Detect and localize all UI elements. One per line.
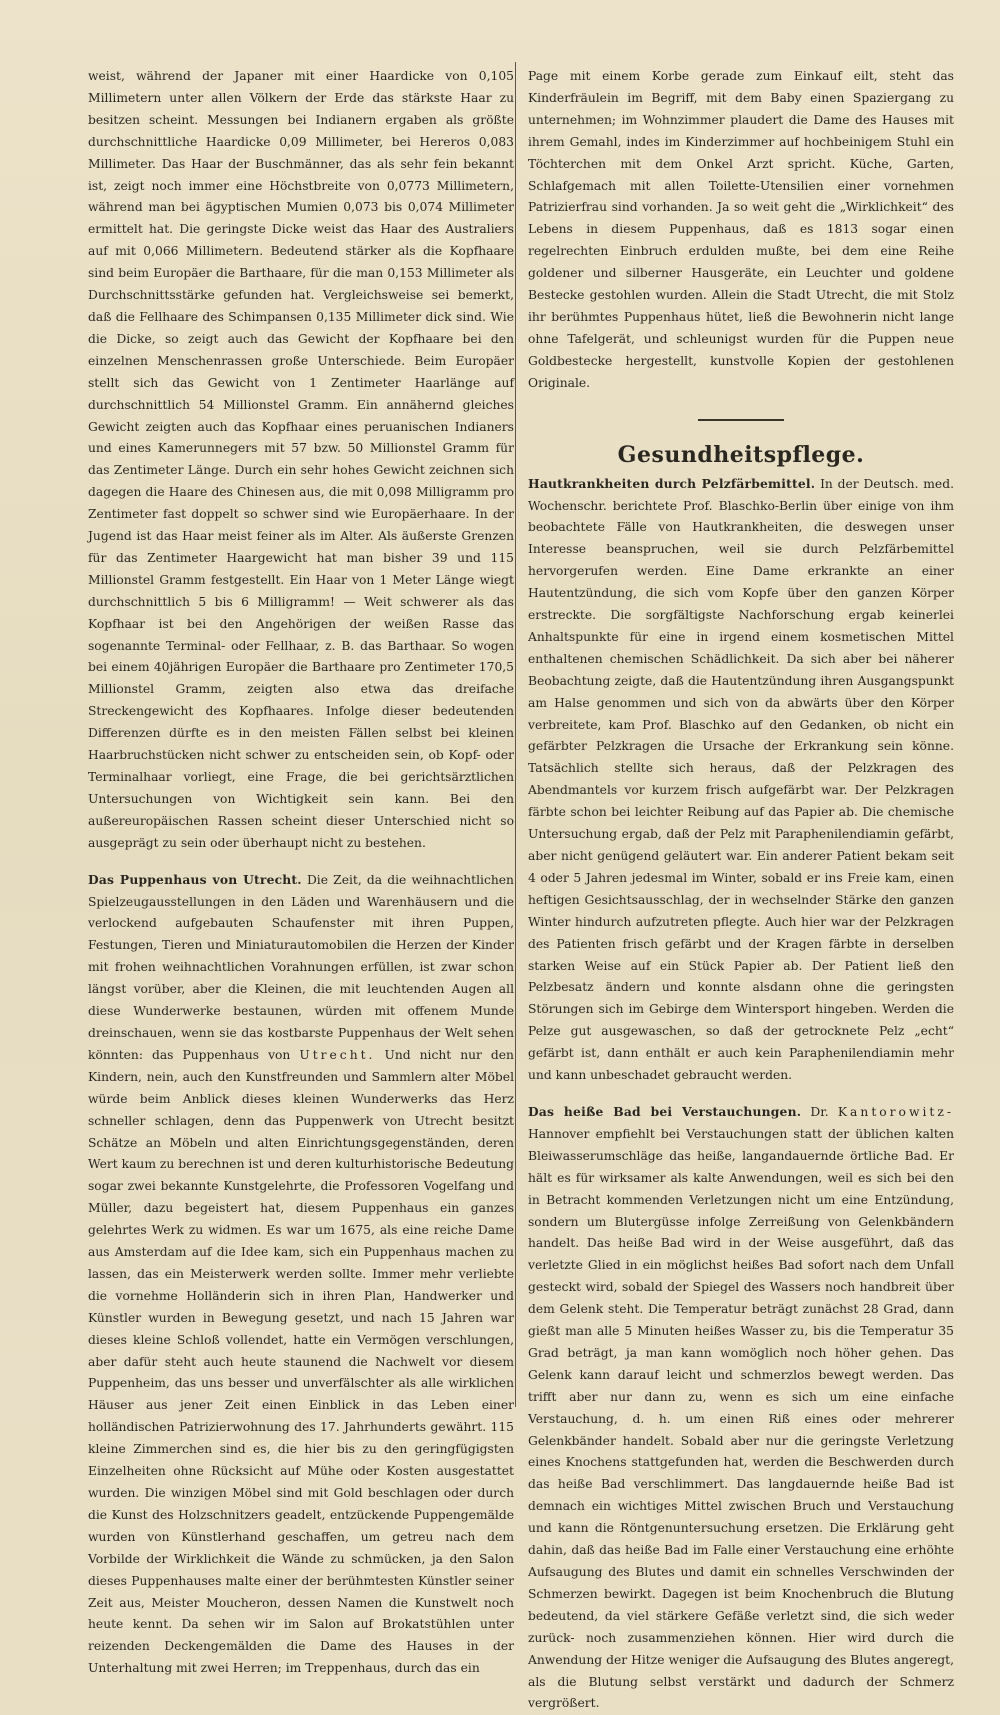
article-puppenhaus-heading: Das Puppenhaus von Utrecht. (88, 871, 302, 887)
article-heisses-bad-heading: Das heiße Bad bei Verstauchungen. (528, 1103, 802, 1119)
article-hair-continued: weist, während der Japaner mit einer Haardicke von 0,105 Millimetern unter allen Völkern der Erde das stärkste Haar zu besitzen scheint. Messungen bei Indianern ergaben als größte durchschnittliche Haardicke 0,09 Millimeter, bei Hereros 0,083 Millimeter. Das Haar der Buschmänner, das als sehr fein bekannt ist, zeigt noch immer eine Höchstbreite von 0,0773 Millimetern, während man bei ägyptischen Mumien 0,073 bis 0,074 Millimeter ermittelt hat. Die geringste Dicke weist das Haar des Australiers auf mit 0,066 Millimetern. Bedeutend stärker als die Kopfhaare sind beim Europäer die Barthaare, für die man 0,153 Millimeter als Durchschnittsstärke gefunden hat. Vergleichsweise sei bemerkt, daß die Fellhaare des Schimpansen 0,135 Millimeter dick sind. Wie die Dicke, so zeigt auch das Gewicht der Kopfhaare bei den einzelnen Menschenrassen große Unterschiede. Beim Europäer stellt sich das Gewicht von 1 Zentimeter Haarlänge auf durchschnittlich 54 Millionstel Gramm. Ein annähernd gleiches Gewicht zeigten auch das Kopfhaar eines peruanischen Indianers und eines Kamerunnegers mit 57 bzw. 50 Millionstel Gramm für das Zentimeter Länge. Durch ein sehr hohes Gewicht zeichnen sich dagegen die Haare des Chinesen aus, die mit 0,098 Milligramm pro Zentimeter fast doppelt so schwer sind wie Europäerhaare. In der Jugend ist das Haar meist feiner als im Alter. Als äußerste Grenzen für das Zentimeter Haargewicht hat man bisher 39 und 115 Millionstel Gramm festgestellt. Ein Haar von 1 Meter Länge wiegt durchschnittlich 5 bis 6 Milligramm! — Weit schwerer als das Kopfhaar ist bei den Angehörigen der weißen Rasse das sogenannte Terminal- oder Fellhaar, z. B. das Barthaar. So wogen bei einem 40jährigen Europäer die Barthaare pro Zentimeter 170,5 Millionstel Gramm, zeigten also etwa das dreifache Streckengewicht des Kopfhaares. Infolge dieser bedeutenden Differenzen dürfte es in den meisten Fällen selbst bei kleinen Haarbruchstücken nicht schwer zu entscheiden sein, ob Kopf- oder Terminalhaar vorliegt, eine Frage, die bei gerichtsärztlichen Untersuchungen von Wichtigkeit sein kann. Bei den außereuropäischen Rassen scheint dieser Unterschied nicht so ausgeprägt zu sein oder überhaupt nicht zu bestehen. (88, 69, 514, 850)
article-puppenhaus-continued: Page mit einem Korbe gerade zum Einkauf eilt, steht das Kinderfräulein im Begriff, mit dem Baby einen Spaziergang zu unternehmen; im Wohnzimmer plaudert die Dame des Hauses mit ihrem Gemahl, indes im Kinderzimmer auf hochbeinigem Stuhl ein Töchterchen mit dem Onkel Arzt spricht. Küche, Garten, Schlafgemach mit allen Toilette-Utensilien einer vornehmen Patrizierfrau sind vorhanden. Ja so weit geht die „Wirklichkeit“ des Lebens in diesem Puppenhaus, daß es 1813 sogar einen regelrechten Einbruch erdulden mußte, bei dem eine Reihe goldener und silberner Hausgeräte, ein Leuchter und goldene Bestecke gestohlen wurden. Allein die Stadt Utrecht, die mit Stolz ihr berühmtes Puppenhaus hütet, ließ die Bewohnerin nicht lange ohne Tafelgerät, und schleunigst wurden für die Puppen neue Goldbestecke hergestellt, kunstvolle Kopien der gestohlenen Originale. (528, 69, 954, 390)
column-divider (515, 62, 516, 1407)
article-heisses-bad (528, 1101, 954, 1715)
article-puppenhaus-city: Utrecht. (299, 1047, 376, 1062)
article-puppenhaus-text-rest: Und nicht nur den Kindern, nein, auch den Kunstfreunden und Sammlern alter Möbel würde beim Anblick dieses kleinen Wunderwerks das Herz schneller schlagen, denn das Puppenwerk von Utrecht besitzt Schätze an Möbeln und alten Einrichtungsgegenständen, deren Wert kaum zu berechnen ist und deren kulturhistorische Bedeutung sogar zwei bekannte Kunstgelehrte, die Professoren Vogelfang und Müller, dazu begeistert hat, diesem Puppenhaus ein ganzes gelehrtes Werk zu widmen. Es war um 1675, als eine reiche Dame aus Amsterdam auf die Idee kam, sich ein Puppenhaus machen zu lassen, das ein Meisterwerk werden sollte. Immer mehr verliebte die vornehme Holländerin sich in ihren Plan, Handwerker und Künstler wurden in Bewegung gesetzt, und nach 15 Jahren war dieses kleine Schloß vollendet, hatte ein Vermögen verschlungen, aber dafür steht auch heute staunend die Nachwelt vor diesem Puppenheim, das uns besser und unverfälschter als alle wirklichen Häuser aus jener Zeit einen Einblick in das Leben einer holländischen Patrizierwohnung des 17. Jahrhunderts gewährt. 115 kleine Zimmerchen sind es, die hier bis zu den geringfügigsten Einzelheiten ohne Rücksicht auf Mühe oder Kosten ausgestattet wurden. Die winzigen Möbel sind mit Gold beschlagen oder durch die Kunst des Holzschnitzers geadelt, entzückende Puppengemälde wurden von Künstlerhand geschaffen, um getreu nach dem Vorbilde der Wirklichkeit die Wände zu schmücken, ja den Salon dieses Puppenhauses malte einer der berühmtesten Künstler seiner Zeit aus, Meister Moucheron, dessen Namen die Kunstwelt noch heute kennt. Da sehen wir im Salon auf Brokatstühlen unter reizenden Deckengemälden die Dame des Hauses in der Unterhaltung mit zwei Herren; im Treppenhaus, durch das ein (88, 1047, 514, 1676)
article-pelzfaerbemittel-heading: Hautkrankheiten durch Pelzfärbemittel. (528, 475, 816, 491)
article-puppenhaus (88, 869, 514, 1681)
article-heisses-bad-author: Kantorowitz- (837, 1104, 954, 1119)
article-pelzfaerbemittel (528, 473, 954, 1087)
right-column (528, 66, 954, 1715)
section-separator (698, 419, 784, 421)
article-pelzfaerbemittel-text: In der Deutsch. med. Wochenschr. berichtete Prof. Blaschko-Berlin über einige von ihm beobachtete Fälle von Hautkrankheiten, die deswegen unser Interesse beanspruchen, weil sie durch Pelzfärbemittel hervorgerufen werden. Eine Dame erkrankte an einer Hautentzündung, die sich vom Kopfe über den ganzen Körper erstreckte. Die sorgfältigste Nachforschung ergab keinerlei Anhaltspunkte für eine in irgend einem kosmetischen Mittel enthaltenen chemischen Schädlichkeit. Da sich aber bei näherer Beobachtung zeigte, daß die Hautentzündung ihren Ausgangspunkt am Halse genommen und sich von da abwärts über den Körper verbreitete, kam Prof. Blaschko auf den Gedanken, ob nicht ein gefärbter Pelzkragen die Ursache der Erkrankung sein könne. Tatsächlich stellte sich heraus, daß der Pelzkragen des Abendmantels vor kurzem frisch aufgefärbt war. Der Pelzkragen färbte schon bei leichter Reibung auf das Papier ab. Die chemische Untersuchung ergab, daß der Pelz mit Paraphenilendiamin gefärbt, aber nicht genügend geläutert war. Ein anderer Patient bekam seit 4 oder 5 Jahren jedesmal im Winter, sobald er ins Freie kam, einen heftigen Gesichtsausschlag, der in wechselnder Stärke den ganzen Winter hindurch aufzutreten pflegte. Auch hier war der Pelzkragen des Patienten frisch gefärbt und der Kragen färbte in derselben starken Weise auf ein Stück Papier ab. Der Patient ließ den Pelzbesatz ändern und konnte alsdann ohne die geringsten Störungen sich im Gebirge dem Wintersport hingeben. Werden die Pelze gut ausgewaschen, so daß der getrocknete Pelz „echt“ gefärbt ist, dann enthält er auch kein Paraphenilendiamin mehr und kann unbeschadet gebraucht werden. (528, 476, 954, 1083)
section-title: Gesundheitspflege. (617, 441, 865, 468)
article-heisses-bad-text: Hannover empfiehlt bei Verstauchungen statt der üblichen kalten Bleiwasserumschläge das heiße, langandauernde örtliche Bad. Er hält es für wirksamer als kalte Anwendungen, weil es sich bei den in Betracht kommenden Verletzungen nicht um eine Entzündung, sondern um Blutergüsse infolge Zerreißung von Gelenkbändern handelt. Das heiße Bad wird in der Weise ausgeführt, daß das verletzte Glied in ein möglichst heißes Bad sofort nach dem Unfall gesteckt wird, sobald der Spiegel des Wassers noch handbreit über dem Gelenk steht. Die Temperatur beträgt zunächst 28 Grad, dann gießt man alle 5 Minuten heißes Wasser zu, bis die Temperatur 35 Grad beträgt, ja man kann womöglich noch höher gehen. Das Gelenk kann darauf leicht und schmerzlos bewegt werden. Das trifft aber nur dann zu, wenn es sich um eine einfache Verstauchung, d. h. um einen Riß eines oder mehrerer Gelenkbänder handelt. Sobald aber nur die geringste Verletzung eines Knochens stattgefunden hat, werden die Beschwerden durch das heiße Bad verschlimmert. Das langdauernde heiße Bad ist demnach ein wichtiges Mittel zwischen Bruch und Verstauchung und kann die Röntgenuntersuchung ersetzen. Die Erklärung geht dahin, daß das heiße Bad im Falle einer Verstauchung eine erhöhte Aufsaugung des Blutes und damit ein schnelles Verschwinden der Schmerzen bewirkt. Dagegen ist beim Knochenbruch die Blutung bedeutend, da viel stärkere Gefäße verletzt sind, die sich weder zurück- noch zusammenziehen können. Hier wird durch die Anwendung der Hitze weniger die Aufsaugung des Blutes angeregt, als die Blutung selbst verstärkt und dadurch der Schmerz vergrößert. (528, 1126, 954, 1711)
left-column (88, 66, 514, 1680)
article-puppenhaus-text: Die Zeit, da die weihnachtlichen Spielzeugausstellungen in den Läden und Warenhäusern und die verlockend aufgebauten Schaufenster mit ihren Puppen, Festungen, Tieren und Miniaturautomobilen die Herzen der Kinder mit frohen weihnachtlichen Vorahnungen erfüllen, ist zwar schon längst vorüber, aber die Kleinen, die mit leuchtenden Augen all diese Wunderwerke bestaunen, würden mit offenem Munde dreinschauen, wenn sie das kostbarste Puppenhaus der Welt sehen könnten: das Puppenhaus von (88, 872, 514, 1062)
article-heisses-bad-pre: Dr. (810, 1104, 829, 1119)
